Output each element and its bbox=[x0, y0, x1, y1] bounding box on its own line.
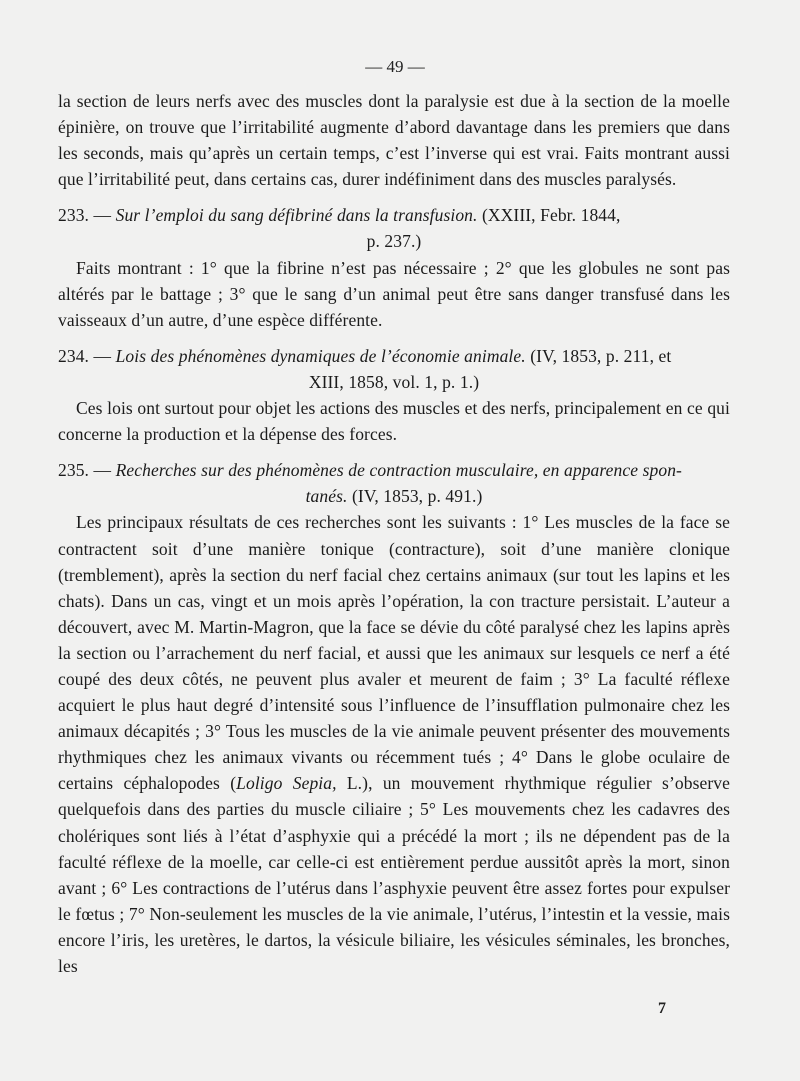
page-body bbox=[58, 88, 730, 979]
entry-235-body-part-b: L.), un mouvement rhythmique régulier s’observe quelquefois dans des parties du muscle ciliaire ; 5° Les mouvements chez les cadavres des cholériques sont liés à l’état d’asphyxie qui a précédé la mort ; ils ne dépendent pas de la faculté réflexe de la moelle, car celle-ci est entièrement perdue aussitôt après la mort, sinon avant ; 6° Les contractions de l’utérus dans l’asphyxie peuvent être assez fortes pour expulser le fœtus ; 7° Non-seulement les muscles de la vie animale, l’utérus, l’intestin et la vessie, mais encore l’iris, les uretères, le dartos, la vésicule biliaire, les vésicules séminales, les bronches, les bbox=[58, 773, 730, 976]
entry-234-title: Lois des phénomènes dynamiques de l’économie animale. bbox=[115, 345, 526, 366]
page-number: — 49 — bbox=[365, 57, 425, 76]
entry-235-title-end bbox=[58, 483, 730, 509]
entry-235-reference: (IV, 1853, p. 491.) bbox=[352, 486, 483, 507]
entry-235-number: 235. — bbox=[58, 460, 112, 481]
entry-234-number: 234. — bbox=[58, 345, 112, 366]
signature-mark: 7 bbox=[658, 1000, 666, 1017]
entry-233-title: Sur l’emploi du sang défibriné dans la transfusion. bbox=[115, 205, 478, 226]
entry-234-reference: (IV, 1853, p. 211, et bbox=[530, 345, 672, 366]
entry-233-heading bbox=[58, 202, 730, 254]
entry-234-heading bbox=[58, 343, 730, 395]
entry-235-species: Loligo Sepia, bbox=[236, 773, 337, 794]
entry-234-reference-pages: XIII, 1858, vol. 1, p. 1.) bbox=[308, 371, 480, 392]
entry-233-body: Faits montrant : 1° que la fibrine n’est pas nécessaire ; 2° que les globules ne sont pas altérés par le battage ; 3° que le sang d’un animal peut être sans danger transfusé dans les vaisseaux d’un autre, d’une espèce différente. bbox=[58, 257, 730, 330]
entry-235-body-part-a: Les principaux résultats de ces recherches sont les suivants : 1° Les muscles de la face se contractent soit d’une manière tonique (contracture), soit d’une manière clonique (tremblement), après la section du nerf facial chez certains animaux (sur tout les lapins et les chats). Dans un cas, vingt et un mois après l’opération, la con tracture persistait. L’auteur a découvert, avec M. Martin-Magron, que la face se dévie du côté paralysé chez les lapins après la section ou l’arrachement du nerf facial, et aussi que les animaux sur lesquels ce nerf a été coupé des deux côtés, ne peuvent plus avaler et meurent de faim ; 3° La faculté réflexe acquiert le plus haut degré d’intensité sous l’influence de l’insufflation pulmonaire chez les animaux décapités ; 3° Tous les muscles de la vie animale peuvent présenter des mouvements rhythmiques chez les animaux vivants ou récemment tués ; 4° Dans le globe oculaire de certains céphalopodes ( bbox=[58, 512, 730, 794]
entry-235-title-end-text: tanés. bbox=[305, 486, 348, 507]
entry-233-number: 233. — bbox=[58, 205, 112, 226]
entry-235-body bbox=[58, 509, 730, 979]
entry-235-title: Recherches sur des phénomènes de contraction musculaire, en apparence spon- bbox=[115, 460, 682, 481]
entry-235-heading bbox=[58, 457, 730, 509]
entry-233-reference: (XXIII, Febr. 1844, bbox=[482, 205, 621, 226]
entry-233-reference-pages: p. 237.) bbox=[366, 231, 422, 252]
entry-234-body: Ces lois ont surtout pour objet les actions des muscles et des nerfs, principalement en ce qui concerne la production et la dépense des forces. bbox=[58, 398, 730, 445]
paragraph-continuation: la section de leurs nerfs avec des muscles dont la paralysie est due à la section de la moelle épinière, on trouve que l’irritabilité augmente d’abord davantage dans les premiers que dans les seconds, mais qu’après un certain temps, c’est l’inverse qui est vrai. Faits montrant aussi que l’irritabilité peut, dans certains cas, durer indéfiniment dans des muscles paralysés. bbox=[58, 91, 730, 190]
